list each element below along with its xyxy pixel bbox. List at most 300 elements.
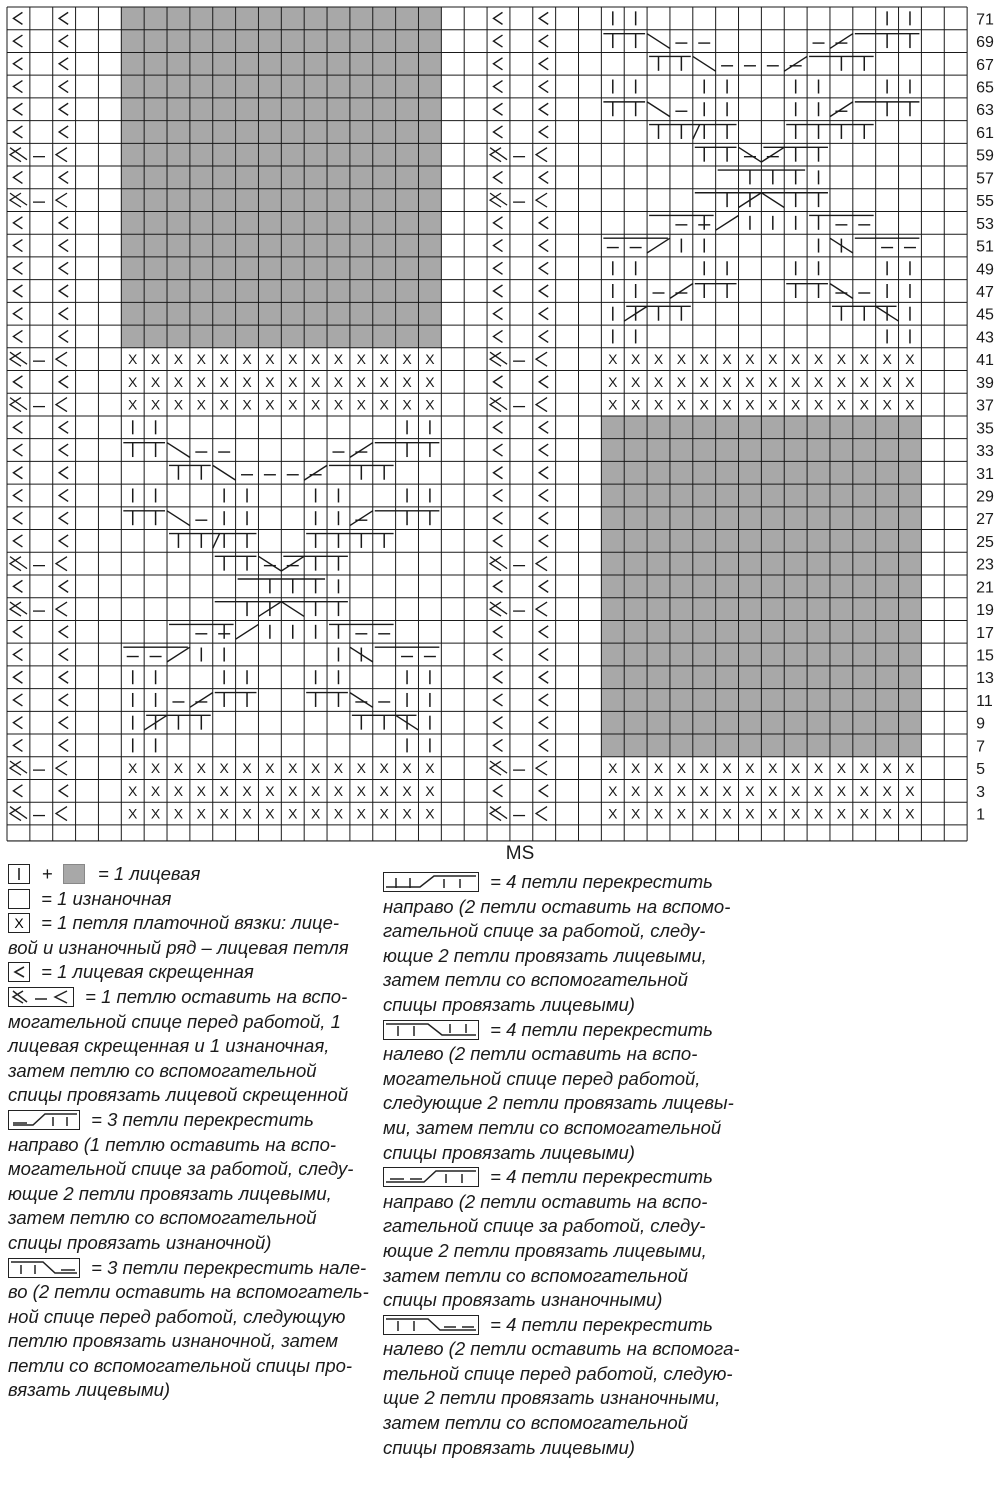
twisted-knit-mark bbox=[59, 694, 68, 706]
twisted-knit-icon bbox=[8, 962, 30, 982]
twisted-cross-mark bbox=[56, 352, 67, 366]
legend-entry-cross3-right: = 3 петли перекрестить направо (1 петлю оставить на вспо- могательной спице за работой, следу- ющие 2 петли провязать лицевыми, затем петлю со вспомогательной спицы провязать изнаночной) bbox=[8, 1108, 354, 1253]
garter-x-mark: X bbox=[608, 760, 618, 777]
twisted-knit-mark bbox=[59, 171, 68, 183]
svg-text:X: X bbox=[14, 915, 24, 932]
garter-x-mark: X bbox=[745, 373, 755, 390]
cable-slant-mark bbox=[190, 693, 213, 708]
garter-x-mark: X bbox=[813, 351, 824, 368]
garter-x-mark: X bbox=[859, 351, 869, 368]
gray-square-icon bbox=[63, 864, 85, 884]
garter-x-mark: X bbox=[676, 351, 687, 368]
garter-x-mark: X bbox=[905, 782, 915, 799]
garter-x-mark: X bbox=[653, 373, 664, 390]
garter-x-mark: X bbox=[310, 396, 321, 413]
row-number: 55 bbox=[976, 193, 994, 211]
garter-x-mark: X bbox=[630, 373, 641, 390]
twisted-knit-mark bbox=[493, 217, 502, 229]
twisted-knit-mark bbox=[59, 12, 68, 24]
garter-x-mark: X bbox=[676, 396, 687, 413]
twisted-knit-mark bbox=[59, 717, 68, 729]
garter-x-mark: X bbox=[196, 805, 206, 822]
garter-x-mark: X bbox=[905, 805, 915, 822]
garter-x-mark: X bbox=[196, 396, 206, 413]
garter-x-mark: X bbox=[219, 351, 229, 368]
cross-4-right-purl-icon bbox=[383, 1167, 479, 1187]
garter-x-mark: X bbox=[653, 396, 664, 413]
twisted-knit-mark bbox=[493, 489, 502, 501]
row-number: 5 bbox=[976, 761, 986, 779]
garter-x-mark: X bbox=[310, 351, 321, 368]
twisted-cross-mark bbox=[56, 807, 67, 821]
cable-slant-mark bbox=[350, 693, 373, 708]
garter-x-mark: X bbox=[128, 351, 138, 368]
twisted-cross-mark bbox=[536, 148, 547, 162]
row-number: 21 bbox=[976, 579, 994, 597]
garter-x-mark: X bbox=[653, 782, 664, 799]
garter-x-mark: X bbox=[288, 351, 298, 368]
row-number: 31 bbox=[976, 465, 994, 483]
garter-x-mark: X bbox=[813, 782, 824, 799]
twisted-knit-mark bbox=[493, 103, 502, 115]
garter-x-mark: X bbox=[265, 396, 275, 413]
cable-slant-mark bbox=[670, 284, 693, 299]
twisted-cross-mark bbox=[56, 761, 67, 775]
garter-x-mark: X bbox=[653, 351, 664, 368]
twisted-knit-mark bbox=[539, 489, 548, 501]
garter-x-mark: X bbox=[699, 805, 709, 822]
garter-x-mark: X bbox=[173, 351, 184, 368]
twisted-knit-mark bbox=[539, 12, 548, 24]
garter-x-mark: X bbox=[288, 760, 298, 777]
twisted-knit-mark bbox=[493, 739, 502, 751]
garter-x-mark: X bbox=[813, 760, 824, 777]
twisted-knit-mark bbox=[13, 580, 22, 592]
twisted-knit-mark bbox=[493, 81, 502, 93]
twisted-knit-mark bbox=[13, 308, 22, 320]
garter-x-mark: X bbox=[790, 782, 801, 799]
garter-x-mark: X bbox=[242, 373, 252, 390]
garter-x-mark: X bbox=[836, 373, 847, 390]
twisted-knit-mark bbox=[539, 512, 548, 524]
cable-slant-mark bbox=[236, 624, 259, 639]
twisted-knit-mark bbox=[539, 217, 548, 229]
row-number: 33 bbox=[976, 443, 994, 461]
row-number: 7 bbox=[976, 738, 986, 756]
twisted-knit-mark bbox=[493, 785, 502, 797]
twisted-knit-mark bbox=[59, 217, 68, 229]
garter-x-mark: X bbox=[150, 351, 161, 368]
twisted-cross-mark bbox=[56, 193, 67, 207]
cable-slant-mark bbox=[761, 147, 784, 162]
legend-entry-cross4-right-purl: = 4 петли перекрестить направо (2 петли оставить на вспо- гательной спице за работой, следу- ющие 2 петли провязать лицевыми, затем петли со вспомогательной спицы провязать изнаночными) bbox=[383, 1166, 713, 1311]
twisted-knit-mark bbox=[59, 330, 68, 342]
garter-x-mark: X bbox=[219, 782, 229, 799]
cross-4-left-knit-icon bbox=[383, 1020, 479, 1040]
twisted-knit-mark bbox=[539, 739, 548, 751]
row-number: 47 bbox=[976, 284, 994, 301]
twisted-knit-mark bbox=[539, 717, 548, 729]
row-number: 43 bbox=[976, 329, 994, 347]
twisted-knit-mark bbox=[59, 489, 68, 501]
twisted-knit-mark bbox=[539, 785, 548, 797]
row-number: 49 bbox=[976, 261, 994, 279]
garter-x-mark: X bbox=[310, 760, 321, 777]
garter-x-mark: X bbox=[310, 805, 321, 822]
twisted-knit-mark bbox=[539, 58, 548, 70]
garter-x-mark: X bbox=[882, 396, 892, 413]
garter-x-mark: X bbox=[676, 782, 687, 799]
garter-x-mark: X bbox=[173, 805, 184, 822]
garter-x-mark: X bbox=[630, 760, 641, 777]
garter-x-mark: X bbox=[722, 351, 732, 368]
row-number: 1 bbox=[976, 806, 986, 824]
garter-x-mark: X bbox=[333, 396, 344, 413]
garter-x-mark: X bbox=[310, 373, 321, 390]
garter-x-mark: X bbox=[402, 760, 412, 777]
twisted-knit-mark bbox=[59, 467, 68, 479]
twisted-knit-mark bbox=[539, 421, 548, 433]
garter-x-mark: X bbox=[425, 396, 435, 413]
twisted-knit-mark bbox=[493, 240, 502, 252]
garter-x-mark: X bbox=[745, 351, 755, 368]
twisted-knit-mark bbox=[59, 739, 68, 751]
twisted-knit-mark bbox=[13, 262, 22, 274]
garter-x-mark: X bbox=[630, 805, 641, 822]
twisted-knit-mark bbox=[539, 467, 548, 479]
row-number: 15 bbox=[976, 647, 994, 665]
twisted-cross-mark bbox=[56, 148, 67, 162]
garter-x-mark: X bbox=[905, 396, 915, 413]
twisted-knit-mark bbox=[539, 81, 548, 93]
row-number: 61 bbox=[976, 124, 994, 142]
cable-slant-mark bbox=[350, 511, 373, 526]
twisted-knit-mark bbox=[493, 330, 502, 342]
garter-x-mark: X bbox=[630, 351, 641, 368]
garter-x-mark: X bbox=[745, 805, 755, 822]
twisted-knit-mark bbox=[539, 126, 548, 138]
garter-x-mark: X bbox=[356, 760, 367, 777]
row-number: 37 bbox=[976, 397, 994, 415]
garter-x-mark: X bbox=[402, 373, 412, 390]
twisted-knit-mark bbox=[59, 58, 68, 70]
knit-symbol-icon bbox=[8, 864, 30, 884]
twisted-cross-mark bbox=[536, 557, 547, 571]
row-number: 41 bbox=[976, 352, 994, 370]
garter-x-mark: X bbox=[265, 782, 275, 799]
twisted-knit-mark bbox=[13, 671, 22, 683]
garter-x-mark: X bbox=[379, 782, 389, 799]
garter-x-mark: X bbox=[608, 782, 618, 799]
twisted-knit-mark bbox=[493, 126, 502, 138]
twisted-knit-mark bbox=[13, 694, 22, 706]
row-number: 35 bbox=[976, 420, 994, 438]
twisted-knit-mark bbox=[493, 285, 502, 297]
cross-4-right-knit-icon bbox=[383, 872, 479, 892]
twisted-knit-mark bbox=[59, 103, 68, 115]
twisted-knit-mark bbox=[13, 421, 22, 433]
twisted-knit-mark bbox=[13, 285, 22, 297]
cable-slant-mark bbox=[281, 602, 304, 617]
legend-entry-cross4-right-knit: = 4 петли перекрестить направо (2 петли оставить на вспомо- гательной спице за работой, следу- ющие 2 петли провязать лицевыми, затем петли со вспомогательной спицы провязать лицевыми) bbox=[383, 871, 731, 1015]
twisted-knit-mark bbox=[13, 58, 22, 70]
garter-x-mark: X bbox=[859, 782, 869, 799]
twisted-knit-mark bbox=[59, 308, 68, 320]
row-number: 67 bbox=[976, 56, 994, 74]
twisted-cross-mark bbox=[536, 352, 547, 366]
garter-x-mark: X bbox=[402, 396, 412, 413]
garter-x-mark: X bbox=[173, 396, 184, 413]
garter-x-mark: X bbox=[242, 805, 252, 822]
twisted-knit-mark bbox=[13, 489, 22, 501]
twisted-knit-mark bbox=[13, 649, 22, 661]
garter-x-mark: X bbox=[242, 782, 252, 799]
garter-x-mark: X bbox=[379, 805, 389, 822]
garter-x-mark: X bbox=[425, 782, 435, 799]
twisted-knit-mark bbox=[493, 671, 502, 683]
twisted-knit-mark bbox=[539, 535, 548, 547]
twisted-knit-mark bbox=[493, 694, 502, 706]
legend-entry-cross3-left: = 3 петли перекрестить нале- во (2 петли оставить на вспомогатель- ной спице перед работой, следующую петлю провязать изнаночной, затем петли со вспомогательной спицы про- вязать лицевыми) bbox=[8, 1256, 369, 1401]
twisted-cross-mark bbox=[536, 602, 547, 616]
garter-x-mark: X bbox=[173, 782, 184, 799]
twisted-knit-mark bbox=[59, 421, 68, 433]
row-number: 27 bbox=[976, 511, 994, 529]
twisted-knit-mark bbox=[13, 739, 22, 751]
garter-x-mark: X bbox=[768, 396, 778, 413]
garter-x-mark: X bbox=[379, 760, 389, 777]
purl-symbol-icon bbox=[8, 889, 30, 909]
twisted-knit-mark bbox=[13, 126, 22, 138]
garter-x-mark: X bbox=[676, 760, 687, 777]
twisted-knit-mark bbox=[539, 308, 548, 320]
twisted-knit-mark bbox=[59, 535, 68, 547]
row-number: 17 bbox=[976, 624, 994, 642]
garter-x-mark: X bbox=[790, 760, 801, 777]
cable-slant-mark bbox=[350, 443, 373, 458]
garter-x-mark: X bbox=[790, 396, 801, 413]
legend-entry-cross4-left-knit: = 4 петли перекрестить налево (2 петли оставить на вспо- могательной спице перед работой, следующие 2 петли провязать лицевы- ми, затем петли со вспомогательной спицы провязать лицевыми) bbox=[383, 1018, 734, 1163]
cross-3-left-icon bbox=[8, 1258, 80, 1278]
cable-slant-mark bbox=[213, 465, 236, 480]
garter-x-mark: X bbox=[813, 373, 824, 390]
cable-slant-mark bbox=[784, 56, 807, 71]
garter-x-mark: X bbox=[288, 782, 298, 799]
twisted-knit-mark bbox=[13, 103, 22, 115]
garter-x-mark: X bbox=[333, 373, 344, 390]
twisted-knit-mark bbox=[13, 785, 22, 797]
garter-x-mark: X bbox=[333, 760, 344, 777]
garter-x-mark: X bbox=[265, 805, 275, 822]
twisted-knit-mark bbox=[539, 262, 548, 274]
garter-x-mark: X bbox=[128, 782, 138, 799]
garter-x-mark: X bbox=[699, 782, 709, 799]
row-number: 71 bbox=[976, 11, 994, 29]
cable-slant-mark bbox=[739, 147, 762, 162]
garter-x-mark: X bbox=[196, 373, 206, 390]
twisted-knit-mark bbox=[59, 580, 68, 592]
row-number: 45 bbox=[976, 306, 994, 324]
cable-slant-mark bbox=[167, 647, 190, 662]
garter-x-mark: X bbox=[608, 805, 618, 822]
garter-x-mark: X bbox=[150, 782, 161, 799]
twisted-knit-mark bbox=[13, 467, 22, 479]
row-number: 63 bbox=[976, 102, 994, 120]
row-number: 69 bbox=[976, 34, 994, 52]
garter-x-mark: X bbox=[905, 373, 915, 390]
cable-slant-mark bbox=[281, 556, 304, 571]
garter-x-mark: X bbox=[653, 760, 664, 777]
garter-x-mark: X bbox=[196, 760, 206, 777]
twisted-knit-mark bbox=[493, 58, 502, 70]
garter-x-mark: X bbox=[745, 396, 755, 413]
row-number: 59 bbox=[976, 147, 994, 165]
row-number: 19 bbox=[976, 602, 994, 620]
garter-x-mark: X bbox=[333, 805, 344, 822]
row-number: 51 bbox=[976, 238, 994, 256]
twisted-knit-mark bbox=[13, 444, 22, 456]
garter-x-mark: X bbox=[128, 760, 138, 777]
cable-slant-mark bbox=[647, 102, 670, 117]
twisted-knit-mark bbox=[493, 376, 502, 388]
garter-x-mark: X bbox=[653, 805, 664, 822]
garter-x-mark: X bbox=[722, 782, 732, 799]
twisted-knit-mark bbox=[59, 671, 68, 683]
row-number: 25 bbox=[976, 533, 994, 551]
twisted-knit-mark bbox=[13, 330, 22, 342]
twisted-knit-mark bbox=[539, 580, 548, 592]
twisted-knit-mark bbox=[493, 626, 502, 638]
garter-x-mark: X bbox=[768, 373, 778, 390]
garter-x-mark: X bbox=[356, 373, 367, 390]
garter-x-mark: X bbox=[699, 373, 709, 390]
garter-x-mark: X bbox=[196, 351, 206, 368]
cable-slant-mark bbox=[647, 34, 670, 49]
garter-x-mark: X bbox=[402, 805, 412, 822]
garter-x-mark: X bbox=[722, 373, 732, 390]
garter-x-mark: X bbox=[790, 351, 801, 368]
garter-x-mark: X bbox=[608, 396, 618, 413]
garter-x-mark: X bbox=[288, 373, 298, 390]
garter-x-mark: X bbox=[265, 351, 275, 368]
row-number: 9 bbox=[976, 715, 986, 733]
garter-x-mark: X bbox=[219, 396, 229, 413]
garter-x-mark: X bbox=[630, 396, 641, 413]
garter-x-mark: X bbox=[813, 805, 824, 822]
row-number: 13 bbox=[976, 670, 994, 688]
garter-x-mark: X bbox=[219, 760, 229, 777]
cable-slant-mark bbox=[167, 511, 190, 526]
cable-slant-mark bbox=[167, 443, 190, 458]
twisted-knit-mark bbox=[493, 535, 502, 547]
garter-x-mark: X bbox=[882, 760, 892, 777]
cross-3-right-icon bbox=[8, 1110, 80, 1130]
twisted-cross-mark bbox=[56, 398, 67, 412]
row-number: 65 bbox=[976, 79, 994, 97]
legend-left bbox=[8, 862, 378, 1403]
twisted-knit-mark bbox=[539, 694, 548, 706]
cable-slant-mark bbox=[647, 238, 670, 253]
garter-x-mark: X bbox=[768, 351, 778, 368]
twisted-cross-mark bbox=[536, 193, 547, 207]
garter-x-mark: X bbox=[882, 805, 892, 822]
twisted-knit-mark bbox=[539, 376, 548, 388]
twisted-cross-mark bbox=[56, 557, 67, 571]
garter-x-mark: X bbox=[265, 760, 275, 777]
garter-x-mark: X bbox=[699, 351, 709, 368]
garter-x-mark: X bbox=[333, 782, 344, 799]
garter-x-mark: X bbox=[676, 373, 687, 390]
twisted-knit-mark bbox=[493, 12, 502, 24]
cable-slant-mark bbox=[830, 102, 853, 117]
twisted-knit-mark bbox=[59, 240, 68, 252]
twisted-knit-mark bbox=[59, 785, 68, 797]
garter-x-mark: X bbox=[379, 396, 389, 413]
twisted-knit-mark bbox=[539, 35, 548, 47]
garter-x-mark: X bbox=[859, 396, 869, 413]
garter-x-mark: X bbox=[310, 782, 321, 799]
garter-x-mark: X bbox=[859, 805, 869, 822]
twisted-knit-mark bbox=[59, 376, 68, 388]
twisted-knit-mark bbox=[13, 217, 22, 229]
twisted-knit-mark bbox=[13, 376, 22, 388]
twisted-knit-mark bbox=[13, 717, 22, 729]
garter-x-mark: X bbox=[836, 760, 847, 777]
garter-x-mark: X bbox=[425, 805, 435, 822]
twisted-knit-mark bbox=[493, 512, 502, 524]
garter-x-mark: X bbox=[813, 396, 824, 413]
garter-x-mark: X bbox=[676, 805, 687, 822]
garter-x-mark: X bbox=[768, 782, 778, 799]
twisted-knit-mark bbox=[59, 649, 68, 661]
garter-x-mark: X bbox=[150, 760, 161, 777]
twisted-knit-mark bbox=[539, 171, 548, 183]
row-number: 39 bbox=[976, 374, 994, 392]
garter-x-mark: X bbox=[882, 351, 892, 368]
ms-label: MS bbox=[497, 843, 543, 865]
garter-x-mark: X bbox=[790, 805, 801, 822]
garter-x-mark: X bbox=[836, 396, 847, 413]
legend-entry-garter: X = 1 петля платочной вязки: лице- вой и изнаночный ряд – лицевая петля bbox=[8, 912, 349, 958]
garter-x-mark: X bbox=[722, 760, 732, 777]
twisted-knit-mark bbox=[59, 512, 68, 524]
twisted-knit-mark bbox=[59, 626, 68, 638]
garter-x-mark: X bbox=[196, 782, 206, 799]
row-number: 53 bbox=[976, 215, 994, 233]
garter-x-mark: X bbox=[150, 373, 161, 390]
cross-4-left-purl-icon bbox=[383, 1315, 479, 1335]
garter-x-mark: X bbox=[128, 396, 138, 413]
twisted-knit-mark bbox=[13, 512, 22, 524]
twisted-knit-mark bbox=[493, 467, 502, 479]
garter-x-mark: X bbox=[288, 396, 298, 413]
twisted-knit-mark bbox=[13, 81, 22, 93]
garter-x-mark: X bbox=[836, 351, 847, 368]
row-number: 29 bbox=[976, 488, 994, 506]
garter-x-mark: X bbox=[882, 782, 892, 799]
twisted-knit-mark bbox=[493, 262, 502, 274]
garter-x-mark: X bbox=[356, 351, 367, 368]
garter-x-mark: X bbox=[722, 396, 732, 413]
garter-x-mark: X bbox=[128, 373, 138, 390]
garter-x-mark: X bbox=[699, 760, 709, 777]
twisted-knit-mark bbox=[59, 262, 68, 274]
garter-x-mark: X bbox=[425, 760, 435, 777]
garter-x-mark: X bbox=[836, 782, 847, 799]
cable-slant-mark bbox=[830, 34, 853, 49]
legend-entry-cross4-left-purl: = 4 петли перекрестить налево (2 петли оставить на вспомога- тельной спице перед работой, следую- щие 2 петли провязать изнаночными, затем петли со вспомогательной спицы провязать лицевыми) bbox=[383, 1313, 740, 1458]
garter-x-mark: X bbox=[356, 396, 367, 413]
